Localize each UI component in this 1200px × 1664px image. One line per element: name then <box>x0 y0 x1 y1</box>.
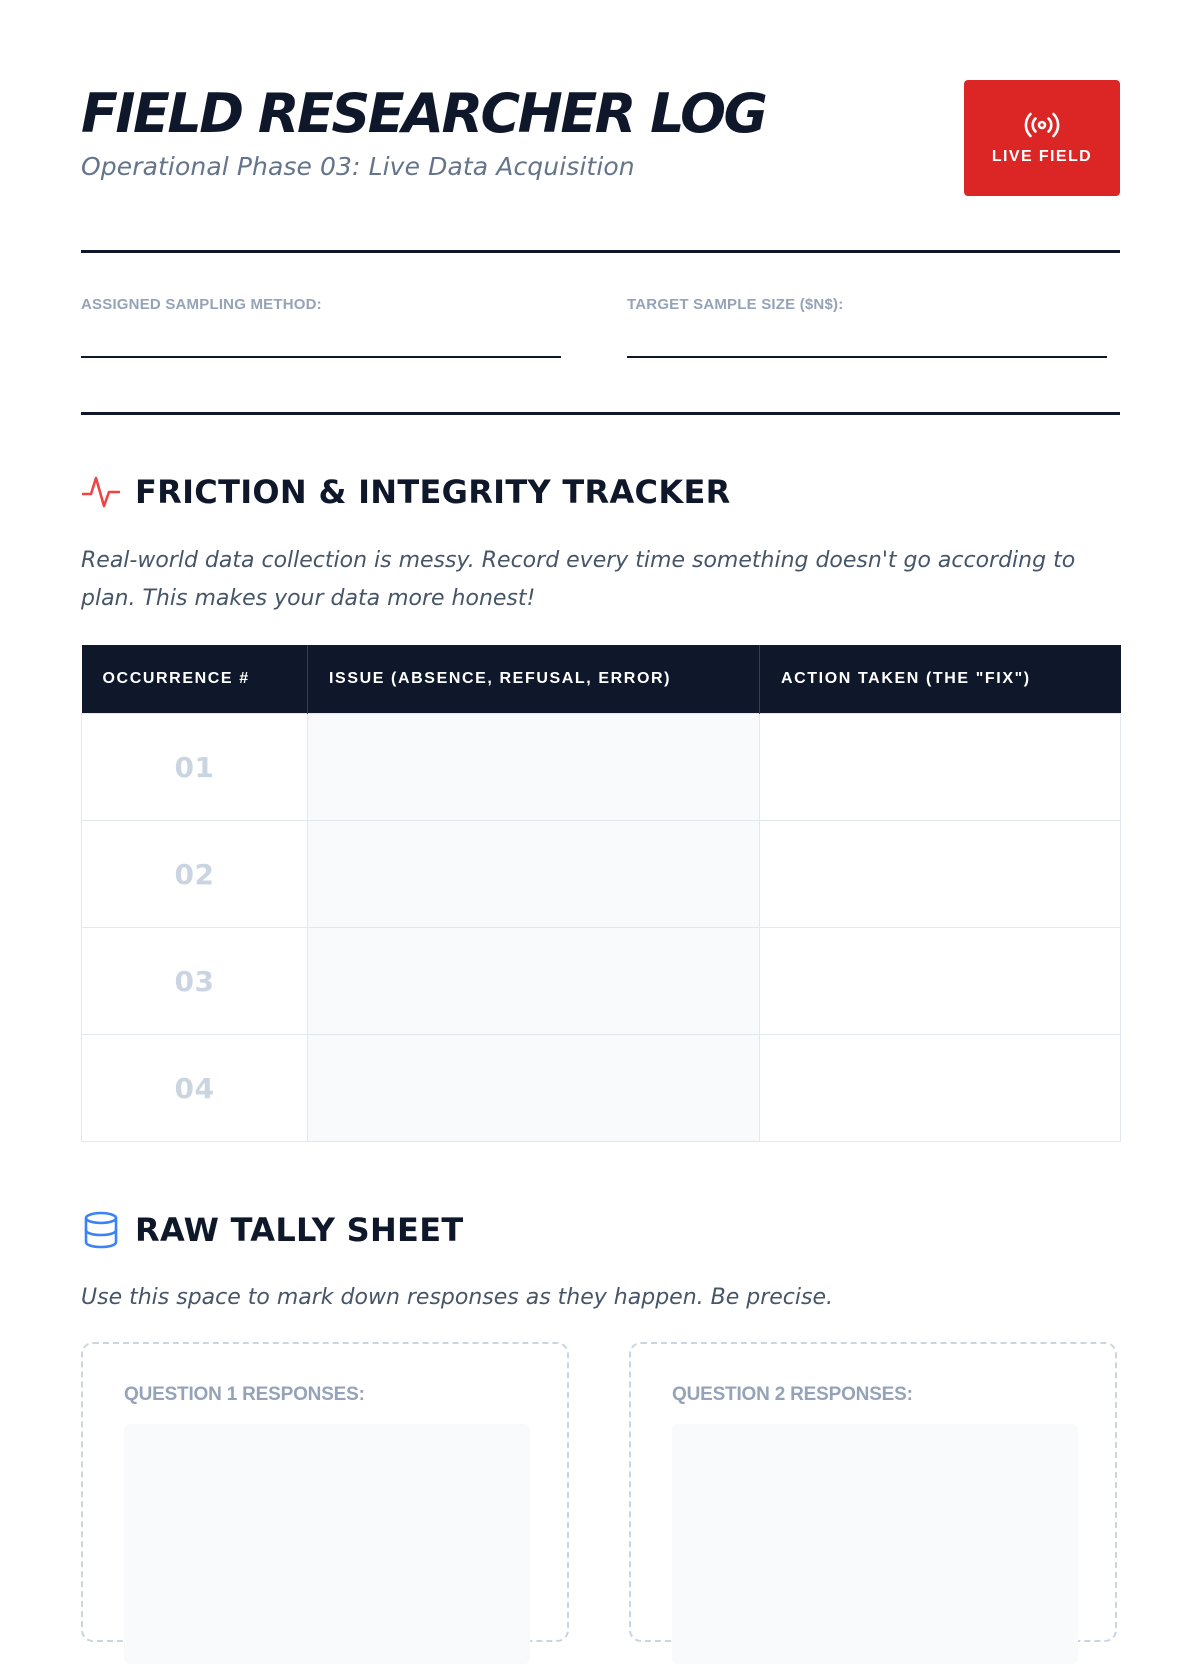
live-field-label: LIVE FIELD <box>991 148 1093 165</box>
occurrence-number: 01 <box>82 714 308 821</box>
question-2-label: QUESTION 2 RESPONSES: <box>672 1384 913 1405</box>
occurrence-number: 04 <box>82 1035 308 1142</box>
question-2-response-area[interactable] <box>672 1424 1078 1664</box>
column-header-issue: ISSUE (ABSENCE, REFUSAL, ERROR) <box>308 645 760 714</box>
table-row <box>82 1035 1121 1142</box>
sample-size-field[interactable] <box>627 296 1107 313</box>
action-cell[interactable] <box>760 1035 1121 1142</box>
table-header-row <box>82 645 1121 714</box>
sample-size-line[interactable] <box>627 356 1107 358</box>
issue-cell[interactable] <box>308 714 760 821</box>
page-subtitle: Operational Phase 03: Live Data Acquisition <box>81 152 635 181</box>
question-1-response-area[interactable] <box>124 1424 530 1664</box>
header <box>81 80 1120 200</box>
fields-divider <box>81 412 1120 415</box>
table-row <box>82 928 1121 1035</box>
issue-cell[interactable] <box>308 928 760 1035</box>
header-divider <box>81 250 1120 253</box>
action-cell[interactable] <box>760 821 1121 928</box>
tally-description: Use this space to mark down responses as they happen. Be precise. <box>81 1285 833 1310</box>
sample-size-label: TARGET SAMPLE SIZE ($N$): <box>627 296 844 313</box>
sampling-method-label: ASSIGNED SAMPLING METHOD: <box>81 296 322 313</box>
friction-section-heading <box>81 472 731 512</box>
sampling-method-field[interactable] <box>81 296 561 313</box>
table-row <box>82 714 1121 821</box>
question-1-label: QUESTION 1 RESPONSES: <box>124 1384 365 1405</box>
question-2-tally-box <box>629 1342 1117 1642</box>
issue-cell[interactable] <box>308 1035 760 1142</box>
occurrence-number: 03 <box>82 928 308 1035</box>
broadcast-icon <box>1023 110 1061 140</box>
issue-cell[interactable] <box>308 821 760 928</box>
table-row <box>82 821 1121 928</box>
tally-section-heading <box>81 1210 464 1250</box>
friction-table <box>81 645 1121 1142</box>
page-title: FIELD RESEARCHER LOG <box>81 82 766 145</box>
column-header-occurrence: OCCURRENCE # <box>82 645 308 714</box>
live-field-badge <box>964 80 1120 196</box>
sampling-method-line[interactable] <box>81 356 561 358</box>
friction-title: FRICTION & INTEGRITY TRACKER <box>135 473 731 511</box>
question-1-tally-box <box>81 1342 569 1642</box>
database-icon <box>81 1210 121 1250</box>
friction-description: Real-world data collection is messy. Record every time something doesn't go according to plan. This makes your data more honest! <box>81 548 1076 611</box>
pulse-icon <box>81 472 121 512</box>
occurrence-number: 02 <box>82 821 308 928</box>
action-cell[interactable] <box>760 714 1121 821</box>
column-header-action: ACTION TAKEN (THE "FIX") <box>760 645 1121 714</box>
action-cell[interactable] <box>760 928 1121 1035</box>
tally-title: RAW TALLY SHEET <box>135 1211 464 1249</box>
